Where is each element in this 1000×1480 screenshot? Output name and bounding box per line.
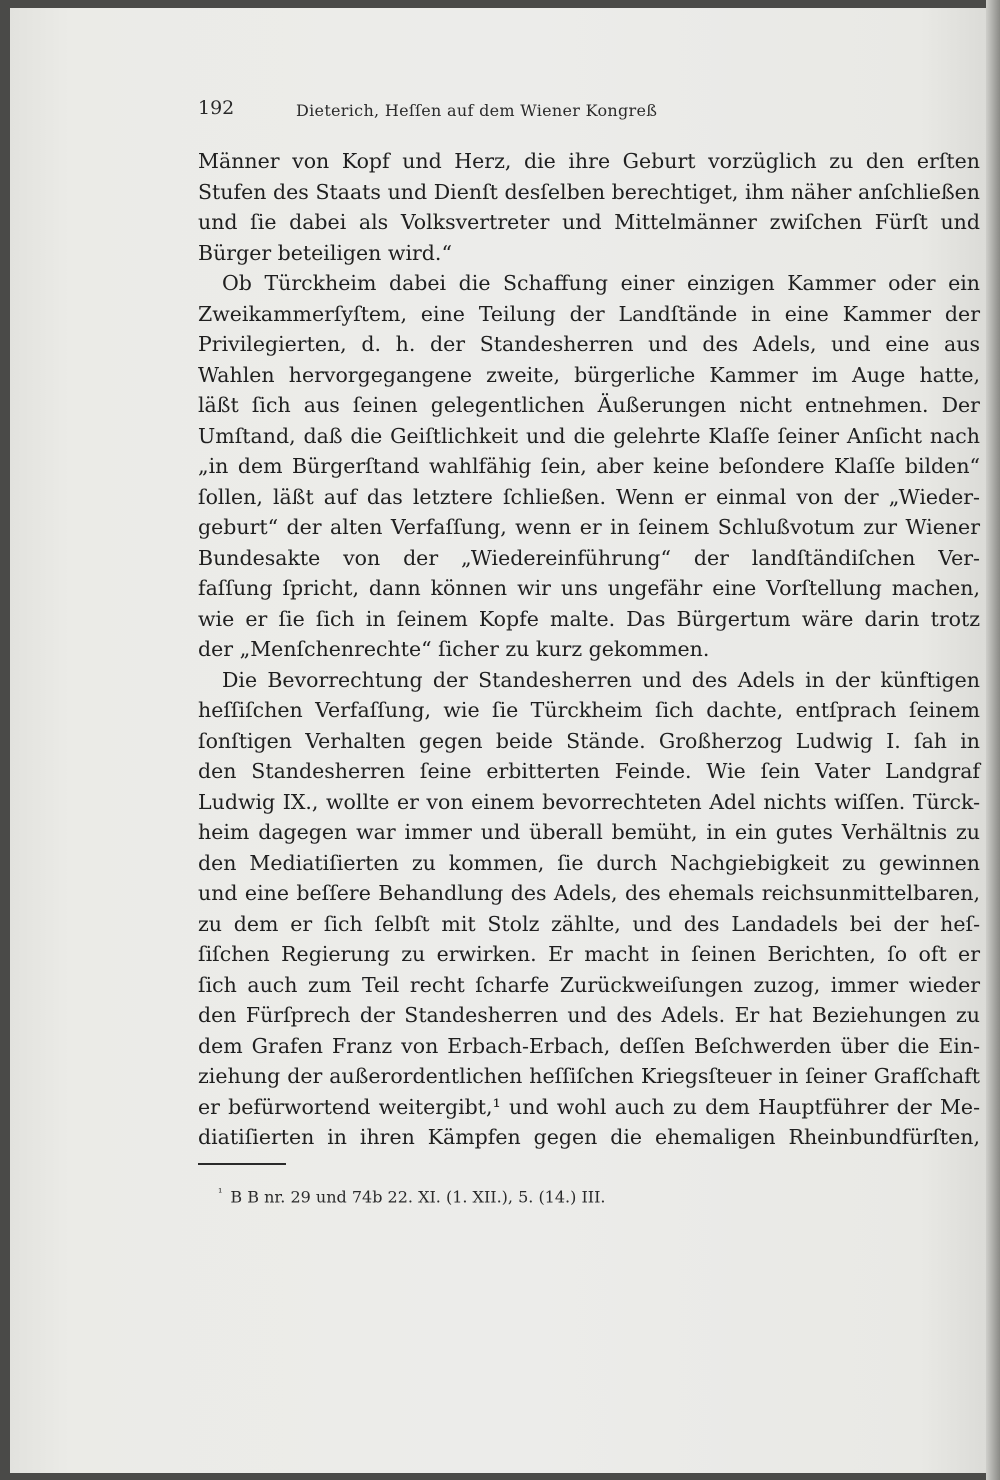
body-text: [198, 146, 980, 1153]
text-line: Bürger beteiligen wird.“: [198, 240, 452, 265]
text-line: Umſtand, daß die Geiſtlichkeit und die gelehrte Klaſſe ſeiner Anſicht nach: [198, 423, 980, 448]
footnote: [218, 1186, 606, 1206]
text-line: den Mediatiſierten zu kommen, ſie durch Nachgiebigkeit zu gewinnen: [198, 850, 980, 875]
text-line: Privilegierten, d. h. der Standesherren und des Adels, und eine aus: [198, 332, 980, 356]
text-line: läßt ſich aus ſeinen gelegentlichen Äußerungen nicht entnehmen. Der: [198, 393, 980, 417]
text-line: der „Menſchenrechte“ ſicher zu kurz gekommen.: [198, 637, 710, 661]
text-line: ziehung der außerordentlichen heſſiſchen Kriegsſteuer in ſeiner Grafſchaft: [198, 1064, 980, 1088]
text-line: Zweikammerſyſtem, eine Teilung der Landſtände in eine Kammer der: [198, 301, 980, 326]
text-line: Bundesakte von der „Wiedereinführung“ der landſtändiſchen Ver-: [198, 545, 980, 570]
text-line: ſonſtigen Verhalten gegen beide Stände. Großherzog Ludwig I. ſah in: [198, 728, 980, 753]
text-line: er befürwortend weitergibt,¹ und wohl auch zu dem Hauptführer der Me-: [198, 1094, 980, 1119]
text-line: den Standesherren ſeine erbitterten Feinde. Wie ſein Vater Landgraf: [198, 759, 980, 783]
page-edge-shadow: [986, 0, 1000, 1480]
text-line: heim dagegen war immer und überall bemüht, in ein gutes Verhältnis zu: [198, 820, 980, 844]
text-line: „in dem Bürgerſtand wahlfähig ſein, aber keine beſondere Klaſſe bilden“: [198, 454, 980, 478]
text-line: diatiſierten in ihren Kämpfen gegen die ehemaligen Rheinbundfürſten,: [198, 1125, 980, 1149]
footnote-text: B B nr. 29 und 74b 22. XI. (1. XII.), 5. (14.) III.: [230, 1187, 606, 1207]
text-line: heſſiſchen Verfaſſung, wie ſie Türckheim ſich dachte, entſprach ſeinem: [198, 698, 980, 722]
text-line: wie er ſie ſich in ſeinem Kopfe malte. Das Bürgertum wäre darin trotz: [198, 606, 980, 631]
footnote-marker: ¹: [218, 1186, 223, 1199]
text-line: ſich auch zum Teil recht ſcharfe Zurückweiſungen zuzog, immer wieder: [198, 972, 980, 997]
text-line: geburt“ der alten Verfaſſung, wenn er in ſeinem Schlußvotum zur Wiener: [198, 515, 980, 539]
text-line: dem Grafen Franz von Erbach-Erbach, deſſen Beſchwerden über die Ein-: [198, 1033, 980, 1058]
running-head: Dieterich, Heſſen auf dem Wiener Kongreß: [296, 101, 658, 120]
text-line: Wahlen hervorgegangene zweite, bürgerliche Kammer im Auge hatte,: [198, 362, 980, 387]
footnote-rule: [198, 1163, 286, 1165]
text-line: den Fürſprech der Standesherren und des Adels. Er hat Beziehungen zu: [198, 1003, 980, 1027]
text-line: und ſie dabei als Volksvertreter und Mittelmänner zwiſchen Fürſt und: [198, 210, 980, 234]
text-line: Männer von Kopf und Herz, die ihre Geburt vorzüglich zu den erſten: [198, 149, 980, 173]
text-line: zu dem er ſich ſelbſt mit Stolz zählte, und des Landadels bei der heſ-: [198, 911, 980, 936]
text-line: faſſung ſpricht, dann können wir uns ungefähr eine Vorſtellung machen,: [198, 576, 980, 600]
text-line: Ludwig IX., wollte er von einem bevorrechteten Adel nichts wiſſen. Türck-: [198, 789, 980, 814]
text-line: Stufen des Staats und Dienſt desſelben berechtiget, ihm näher anſchließen: [198, 179, 980, 204]
text-line: Ob Türckheim dabei die Schaffung einer einzigen Kammer oder ein: [222, 271, 980, 295]
text-line: Die Bevorrechtung der Standesherren und des Adels in der künftigen: [222, 667, 980, 692]
text-line: und eine beſſere Behandlung des Adels, des ehemals reichsunmittelbaren,: [198, 881, 980, 905]
text-line: ſollen, läßt auf das letztere ſchließen. Wenn er einmal von der „Wieder-: [198, 484, 980, 509]
text-line: ſiſchen Regierung zu erwirken. Er macht in ſeinen Berichten, ſo oft er: [198, 942, 980, 966]
page-number: 192: [198, 97, 235, 119]
